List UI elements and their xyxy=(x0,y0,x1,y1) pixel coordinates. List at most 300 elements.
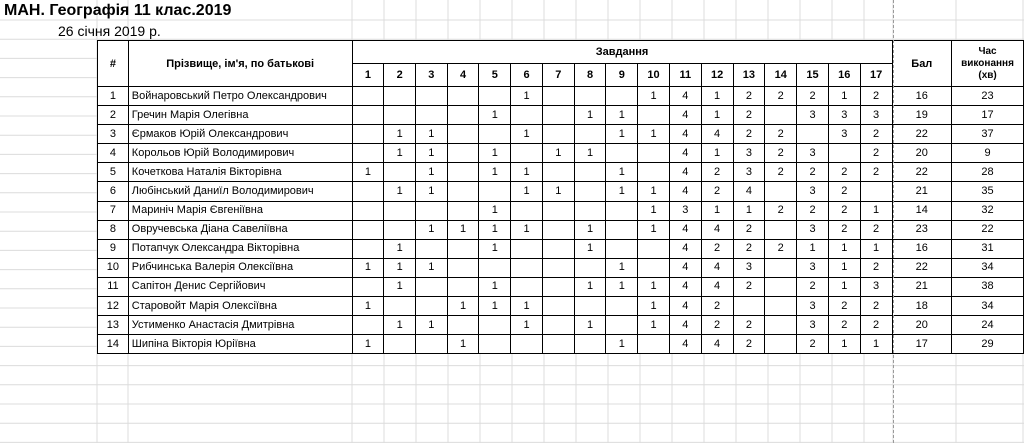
task-2-cell xyxy=(384,106,416,125)
task-5-cell xyxy=(479,182,511,201)
task-6-cell xyxy=(511,335,543,354)
task-8-cell xyxy=(574,201,606,220)
task-11-cell: 3 xyxy=(669,201,701,220)
student-name: Рибчинська Валерія Олексіївна xyxy=(128,258,352,277)
student-name: Корольов Юрій Володимирович xyxy=(128,144,352,163)
task-15-cell: 2 xyxy=(797,201,829,220)
task-1-cell xyxy=(352,125,384,144)
task-5-cell: 1 xyxy=(479,144,511,163)
task-12-cell: 4 xyxy=(701,258,733,277)
header-task-13: 13 xyxy=(733,64,765,87)
task-1-cell: 1 xyxy=(352,163,384,182)
task-12-cell: 2 xyxy=(701,182,733,201)
time-cell: 17 xyxy=(952,106,1024,125)
row-number: 3 xyxy=(98,125,129,144)
task-10-cell: 1 xyxy=(638,316,670,335)
task-4-cell xyxy=(447,163,479,182)
task-4-cell xyxy=(447,316,479,335)
time-cell: 24 xyxy=(952,316,1024,335)
task-15-cell: 2 xyxy=(797,335,829,354)
table-row xyxy=(98,87,1024,106)
score-cell: 18 xyxy=(892,297,952,316)
table-row xyxy=(98,163,1024,182)
task-3-cell xyxy=(416,335,448,354)
task-13-cell: 2 xyxy=(733,220,765,239)
task-10-cell xyxy=(638,239,670,258)
row-number: 6 xyxy=(98,182,129,201)
table-row xyxy=(98,201,1024,220)
task-11-cell: 4 xyxy=(669,258,701,277)
task-14-cell: 2 xyxy=(765,87,797,106)
header-task-16: 16 xyxy=(828,64,860,87)
task-1-cell xyxy=(352,277,384,296)
task-6-cell: 1 xyxy=(511,182,543,201)
table-row xyxy=(98,106,1024,125)
task-17-cell xyxy=(860,182,892,201)
task-14-cell xyxy=(765,335,797,354)
task-2-cell: 1 xyxy=(384,182,416,201)
score-cell: 17 xyxy=(892,335,952,354)
task-5-cell: 1 xyxy=(479,220,511,239)
header-task-5: 5 xyxy=(479,64,511,87)
task-14-cell xyxy=(765,297,797,316)
task-6-cell xyxy=(511,201,543,220)
task-7-cell xyxy=(542,258,574,277)
task-13-cell: 2 xyxy=(733,316,765,335)
header-task-9: 9 xyxy=(606,64,638,87)
task-4-cell xyxy=(447,201,479,220)
task-1-cell: 1 xyxy=(352,297,384,316)
task-17-cell: 2 xyxy=(860,125,892,144)
table-row xyxy=(98,125,1024,144)
task-10-cell: 1 xyxy=(638,87,670,106)
task-12-cell: 1 xyxy=(701,201,733,220)
task-3-cell xyxy=(416,87,448,106)
task-6-cell: 1 xyxy=(511,220,543,239)
task-1-cell xyxy=(352,144,384,163)
task-16-cell: 2 xyxy=(828,220,860,239)
header-task-14: 14 xyxy=(765,64,797,87)
task-17-cell: 3 xyxy=(860,106,892,125)
task-9-cell xyxy=(606,239,638,258)
task-5-cell: 1 xyxy=(479,239,511,258)
task-16-cell: 2 xyxy=(828,163,860,182)
task-12-cell: 2 xyxy=(701,239,733,258)
task-9-cell: 1 xyxy=(606,163,638,182)
header-task-3: 3 xyxy=(416,64,448,87)
student-name: Сапітон Денис Сергійович xyxy=(128,277,352,296)
task-7-cell xyxy=(542,106,574,125)
task-11-cell: 4 xyxy=(669,163,701,182)
student-name: Шипіна Вікторія Юріївна xyxy=(128,335,352,354)
task-2-cell xyxy=(384,335,416,354)
score-cell: 20 xyxy=(892,316,952,335)
task-13-cell: 3 xyxy=(733,163,765,182)
table-row xyxy=(98,277,1024,296)
header-task-11: 11 xyxy=(669,64,701,87)
task-8-cell: 1 xyxy=(574,277,606,296)
task-17-cell: 2 xyxy=(860,297,892,316)
task-2-cell: 1 xyxy=(384,258,416,277)
student-name: Любінський Даниїл Володимирович xyxy=(128,182,352,201)
task-17-cell: 2 xyxy=(860,87,892,106)
score-cell: 22 xyxy=(892,125,952,144)
task-4-cell xyxy=(447,182,479,201)
task-2-cell xyxy=(384,87,416,106)
task-12-cell: 4 xyxy=(701,277,733,296)
score-cell: 22 xyxy=(892,163,952,182)
task-10-cell: 1 xyxy=(638,201,670,220)
task-16-cell: 1 xyxy=(828,239,860,258)
task-7-cell xyxy=(542,239,574,258)
student-name: Гречин Марія Олегівна xyxy=(128,106,352,125)
table-row xyxy=(98,335,1024,354)
task-13-cell: 2 xyxy=(733,277,765,296)
header-task-2: 2 xyxy=(384,64,416,87)
student-name: Мариніч Марія Євгеніївна xyxy=(128,201,352,220)
header-task-10: 10 xyxy=(638,64,670,87)
student-name: Старовойт Марія Олексіївна xyxy=(128,297,352,316)
task-11-cell: 4 xyxy=(669,144,701,163)
task-10-cell xyxy=(638,258,670,277)
document-title: МАН. Географія 11 клас.2019 xyxy=(4,2,232,19)
task-10-cell xyxy=(638,144,670,163)
score-cell: 14 xyxy=(892,201,952,220)
task-8-cell xyxy=(574,297,606,316)
task-14-cell: 2 xyxy=(765,125,797,144)
task-7-cell xyxy=(542,335,574,354)
task-4-cell xyxy=(447,125,479,144)
task-15-cell: 3 xyxy=(797,144,829,163)
task-17-cell: 1 xyxy=(860,201,892,220)
task-3-cell: 1 xyxy=(416,125,448,144)
task-8-cell xyxy=(574,258,606,277)
row-number: 8 xyxy=(98,220,129,239)
task-9-cell: 1 xyxy=(606,182,638,201)
task-3-cell xyxy=(416,297,448,316)
score-cell: 21 xyxy=(892,182,952,201)
task-7-cell xyxy=(542,163,574,182)
task-5-cell xyxy=(479,125,511,144)
task-8-cell: 1 xyxy=(574,316,606,335)
task-16-cell: 1 xyxy=(828,87,860,106)
table-row xyxy=(98,144,1024,163)
score-cell: 20 xyxy=(892,144,952,163)
task-14-cell: 2 xyxy=(765,144,797,163)
task-15-cell: 2 xyxy=(797,87,829,106)
task-4-cell xyxy=(447,144,479,163)
task-8-cell: 1 xyxy=(574,106,606,125)
task-11-cell: 4 xyxy=(669,335,701,354)
task-2-cell: 1 xyxy=(384,125,416,144)
header-name: Прізвище, ім'я, по батькові xyxy=(128,41,352,87)
task-3-cell: 1 xyxy=(416,220,448,239)
task-9-cell: 1 xyxy=(606,277,638,296)
table-row xyxy=(98,239,1024,258)
task-15-cell: 3 xyxy=(797,182,829,201)
task-15-cell: 2 xyxy=(797,277,829,296)
student-name: Овручевська Діана Савеліївна xyxy=(128,220,352,239)
time-cell: 35 xyxy=(952,182,1024,201)
task-14-cell xyxy=(765,316,797,335)
header-task-12: 12 xyxy=(701,64,733,87)
task-12-cell: 2 xyxy=(701,297,733,316)
task-2-cell xyxy=(384,163,416,182)
header-task-8: 8 xyxy=(574,64,606,87)
header-task-7: 7 xyxy=(542,64,574,87)
student-name: Устименко Анастасія Дмитрівна xyxy=(128,316,352,335)
row-number: 9 xyxy=(98,239,129,258)
task-17-cell: 2 xyxy=(860,144,892,163)
score-cell: 22 xyxy=(892,258,952,277)
task-11-cell: 4 xyxy=(669,106,701,125)
table-row xyxy=(98,258,1024,277)
task-5-cell xyxy=(479,335,511,354)
page-break-line xyxy=(893,0,894,443)
task-4-cell xyxy=(447,87,479,106)
task-3-cell: 1 xyxy=(416,316,448,335)
task-13-cell: 2 xyxy=(733,335,765,354)
task-14-cell xyxy=(765,258,797,277)
task-7-cell xyxy=(542,87,574,106)
task-12-cell: 4 xyxy=(701,125,733,144)
header-task-6: 6 xyxy=(511,64,543,87)
time-cell: 31 xyxy=(952,239,1024,258)
row-number: 14 xyxy=(98,335,129,354)
table-row xyxy=(98,220,1024,239)
task-5-cell: 1 xyxy=(479,277,511,296)
header-num: # xyxy=(98,41,129,87)
task-1-cell xyxy=(352,220,384,239)
score-cell: 23 xyxy=(892,220,952,239)
time-cell: 32 xyxy=(952,201,1024,220)
task-9-cell xyxy=(606,316,638,335)
row-number: 5 xyxy=(98,163,129,182)
task-2-cell xyxy=(384,220,416,239)
task-9-cell xyxy=(606,220,638,239)
task-3-cell: 1 xyxy=(416,163,448,182)
task-5-cell: 1 xyxy=(479,106,511,125)
task-3-cell xyxy=(416,201,448,220)
task-13-cell: 1 xyxy=(733,201,765,220)
task-6-cell: 1 xyxy=(511,163,543,182)
task-1-cell xyxy=(352,201,384,220)
task-16-cell: 2 xyxy=(828,316,860,335)
task-15-cell: 3 xyxy=(797,297,829,316)
row-number: 10 xyxy=(98,258,129,277)
header-task-1: 1 xyxy=(352,64,384,87)
task-16-cell: 1 xyxy=(828,335,860,354)
task-4-cell: 1 xyxy=(447,220,479,239)
task-10-cell: 1 xyxy=(638,182,670,201)
task-9-cell: 1 xyxy=(606,335,638,354)
table-row xyxy=(98,297,1024,316)
task-15-cell: 3 xyxy=(797,316,829,335)
row-number: 12 xyxy=(98,297,129,316)
task-15-cell: 3 xyxy=(797,220,829,239)
task-3-cell: 1 xyxy=(416,182,448,201)
task-1-cell: 1 xyxy=(352,335,384,354)
task-4-cell: 1 xyxy=(447,335,479,354)
task-16-cell xyxy=(828,144,860,163)
score-cell: 19 xyxy=(892,106,952,125)
task-16-cell: 1 xyxy=(828,277,860,296)
task-10-cell: 1 xyxy=(638,297,670,316)
task-16-cell: 3 xyxy=(828,125,860,144)
task-11-cell: 4 xyxy=(669,239,701,258)
task-9-cell: 1 xyxy=(606,258,638,277)
student-name: Потапчук Олександра Вікторівна xyxy=(128,239,352,258)
task-7-cell xyxy=(542,277,574,296)
task-14-cell xyxy=(765,182,797,201)
task-1-cell xyxy=(352,239,384,258)
task-3-cell: 1 xyxy=(416,258,448,277)
time-cell: 9 xyxy=(952,144,1024,163)
task-5-cell: 1 xyxy=(479,201,511,220)
task-13-cell: 2 xyxy=(733,125,765,144)
document-date: 26 січня 2019 р. xyxy=(58,23,161,39)
task-6-cell: 1 xyxy=(511,297,543,316)
task-15-cell: 3 xyxy=(797,258,829,277)
task-16-cell: 3 xyxy=(828,106,860,125)
task-9-cell xyxy=(606,297,638,316)
task-11-cell: 4 xyxy=(669,125,701,144)
task-11-cell: 4 xyxy=(669,297,701,316)
task-8-cell xyxy=(574,335,606,354)
task-17-cell: 2 xyxy=(860,258,892,277)
task-17-cell: 1 xyxy=(860,239,892,258)
task-8-cell xyxy=(574,163,606,182)
task-15-cell xyxy=(797,125,829,144)
task-15-cell: 1 xyxy=(797,239,829,258)
task-6-cell xyxy=(511,106,543,125)
student-name: Єрмаков Юрій Олександрович xyxy=(128,125,352,144)
row-number: 7 xyxy=(98,201,129,220)
row-number: 2 xyxy=(98,106,129,125)
task-5-cell: 1 xyxy=(479,297,511,316)
task-7-cell xyxy=(542,201,574,220)
table-row xyxy=(98,316,1024,335)
time-cell: 29 xyxy=(952,335,1024,354)
student-name: Войнаровський Петро Олександрович xyxy=(128,87,352,106)
task-6-cell xyxy=(511,239,543,258)
task-5-cell xyxy=(479,316,511,335)
task-6-cell xyxy=(511,144,543,163)
task-3-cell xyxy=(416,277,448,296)
time-cell: 34 xyxy=(952,297,1024,316)
task-2-cell xyxy=(384,297,416,316)
task-9-cell: 1 xyxy=(606,106,638,125)
task-16-cell: 1 xyxy=(828,258,860,277)
task-7-cell: 1 xyxy=(542,182,574,201)
task-14-cell: 2 xyxy=(765,201,797,220)
task-14-cell xyxy=(765,106,797,125)
header-task-15: 15 xyxy=(797,64,829,87)
task-11-cell: 4 xyxy=(669,87,701,106)
task-8-cell xyxy=(574,182,606,201)
task-4-cell xyxy=(447,258,479,277)
time-cell: 28 xyxy=(952,163,1024,182)
task-9-cell xyxy=(606,87,638,106)
task-12-cell: 2 xyxy=(701,316,733,335)
time-cell: 22 xyxy=(952,220,1024,239)
task-2-cell: 1 xyxy=(384,144,416,163)
task-13-cell xyxy=(733,297,765,316)
task-11-cell: 4 xyxy=(669,316,701,335)
task-6-cell: 1 xyxy=(511,125,543,144)
task-16-cell: 2 xyxy=(828,297,860,316)
task-12-cell: 1 xyxy=(701,87,733,106)
time-cell: 34 xyxy=(952,258,1024,277)
student-name: Кочеткова Наталія Вікторівна xyxy=(128,163,352,182)
table-row xyxy=(98,182,1024,201)
task-10-cell: 1 xyxy=(638,125,670,144)
task-12-cell: 1 xyxy=(701,144,733,163)
task-10-cell xyxy=(638,106,670,125)
task-16-cell: 2 xyxy=(828,182,860,201)
task-10-cell xyxy=(638,163,670,182)
task-3-cell xyxy=(416,106,448,125)
header-score: Бал xyxy=(892,41,952,87)
task-4-cell xyxy=(447,239,479,258)
score-cell: 16 xyxy=(892,239,952,258)
task-1-cell: 1 xyxy=(352,258,384,277)
time-cell: 38 xyxy=(952,277,1024,296)
task-2-cell xyxy=(384,201,416,220)
time-cell: 23 xyxy=(952,87,1024,106)
row-number: 1 xyxy=(98,87,129,106)
task-2-cell: 1 xyxy=(384,277,416,296)
task-17-cell: 2 xyxy=(860,316,892,335)
task-15-cell: 3 xyxy=(797,106,829,125)
task-9-cell xyxy=(606,144,638,163)
task-13-cell: 3 xyxy=(733,258,765,277)
task-3-cell xyxy=(416,239,448,258)
task-17-cell: 2 xyxy=(860,220,892,239)
task-7-cell xyxy=(542,297,574,316)
header-task-4: 4 xyxy=(447,64,479,87)
task-2-cell: 1 xyxy=(384,239,416,258)
time-cell: 37 xyxy=(952,125,1024,144)
task-11-cell: 4 xyxy=(669,220,701,239)
task-7-cell: 1 xyxy=(542,144,574,163)
row-number: 13 xyxy=(98,316,129,335)
task-17-cell: 1 xyxy=(860,335,892,354)
task-5-cell xyxy=(479,87,511,106)
task-5-cell: 1 xyxy=(479,163,511,182)
task-8-cell xyxy=(574,87,606,106)
header-time: Час виконання (хв) xyxy=(952,41,1024,87)
task-17-cell: 3 xyxy=(860,277,892,296)
task-13-cell: 2 xyxy=(733,239,765,258)
task-11-cell: 4 xyxy=(669,277,701,296)
header-tasks-group: Завдання xyxy=(352,41,892,64)
task-14-cell xyxy=(765,220,797,239)
task-8-cell: 1 xyxy=(574,144,606,163)
task-9-cell xyxy=(606,201,638,220)
header-task-17: 17 xyxy=(860,64,892,87)
task-12-cell: 4 xyxy=(701,220,733,239)
task-4-cell: 1 xyxy=(447,297,479,316)
task-13-cell: 3 xyxy=(733,144,765,163)
task-3-cell: 1 xyxy=(416,144,448,163)
task-14-cell xyxy=(765,277,797,296)
task-14-cell: 2 xyxy=(765,239,797,258)
task-5-cell xyxy=(479,258,511,277)
score-cell: 16 xyxy=(892,87,952,106)
task-13-cell: 4 xyxy=(733,182,765,201)
task-13-cell: 2 xyxy=(733,87,765,106)
